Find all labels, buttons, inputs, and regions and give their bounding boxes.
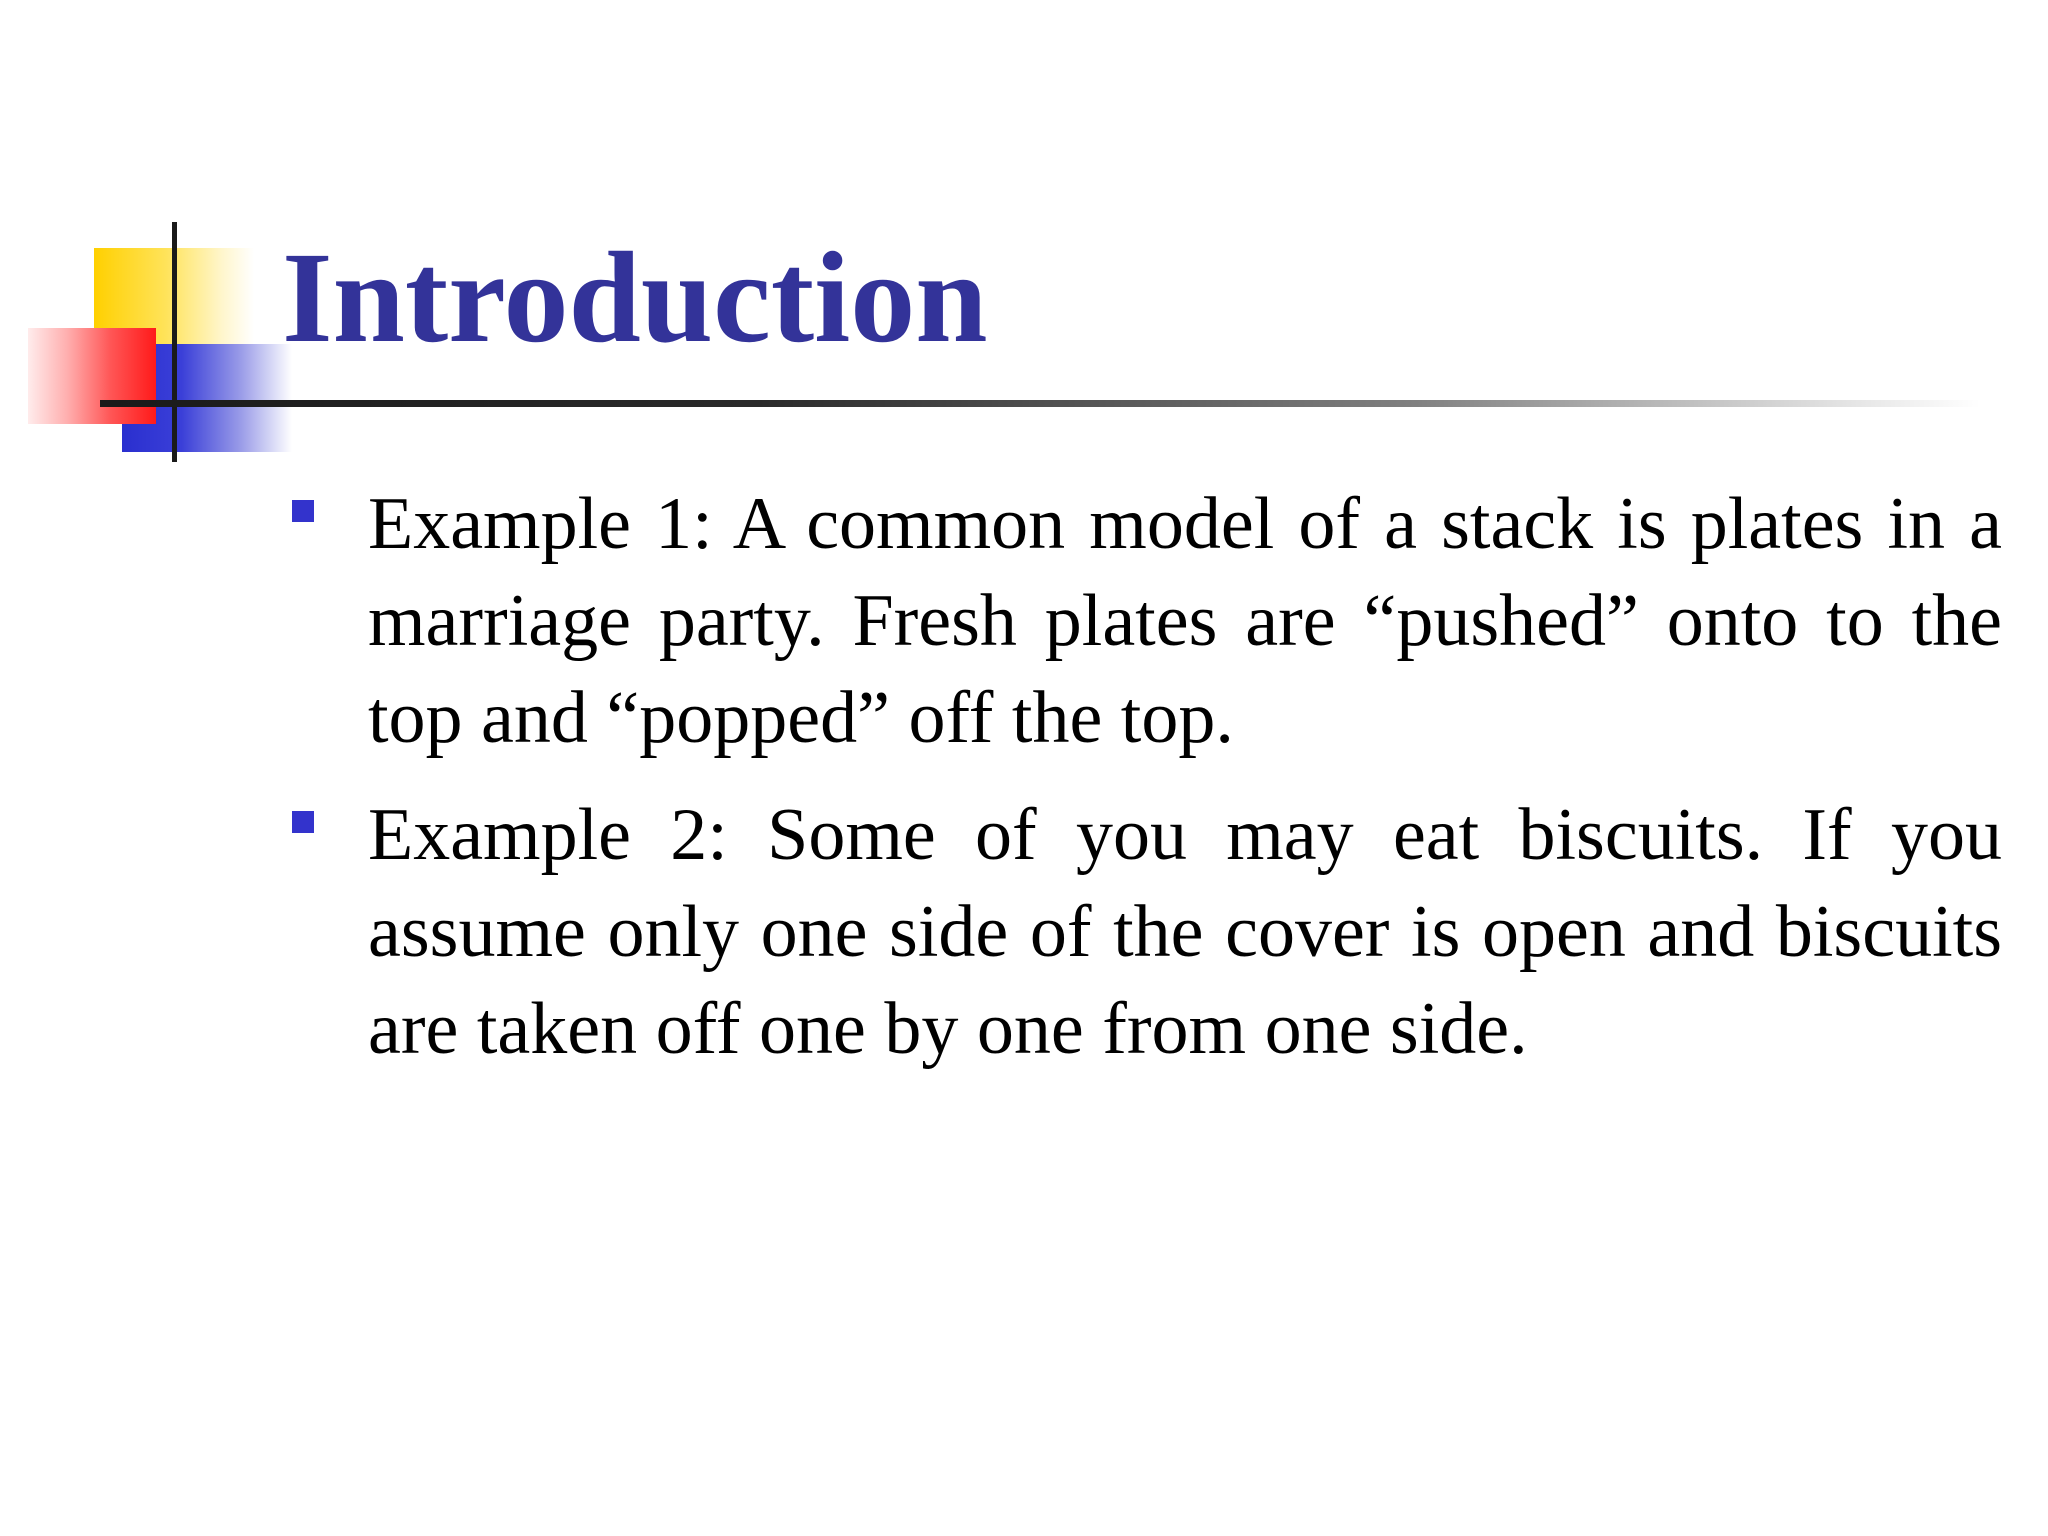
square-bullet-icon: [292, 811, 314, 833]
square-bullet-icon: [292, 500, 314, 522]
bullet-list: [290, 476, 2002, 1098]
bullet-text: Example 2: Some of you may eat biscuits. If you assume only one side of the cover is open and biscuits are taken off one by one from one side.: [368, 794, 2002, 1070]
bullet-text: Example 1: A common model of a stack is plates in a marriage party. Fresh plates are “pushed” onto to the top and “popped” off the top.: [368, 483, 2002, 759]
bullet-item: [290, 787, 2002, 1078]
decorative-red-square: [28, 328, 156, 424]
slide-title: Introduction: [282, 226, 988, 370]
bullet-item: [290, 476, 2002, 767]
decorative-vertical-line: [172, 222, 177, 462]
title-underline-rule: [100, 400, 1980, 407]
